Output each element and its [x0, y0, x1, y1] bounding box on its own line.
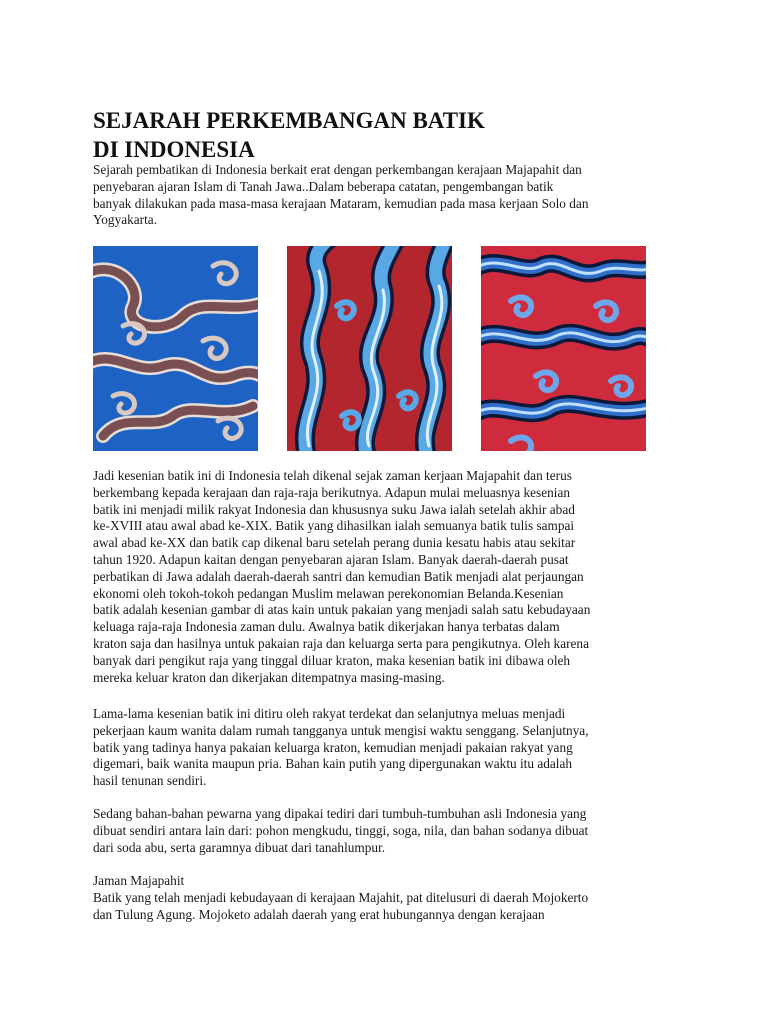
text-line: Lama-lama kesenian batik ini ditiru oleh rakyat terdekat dan selanjutnya meluas menjadi — [93, 706, 566, 721]
intro-paragraph — [93, 162, 678, 229]
title-line: SEJARAH PERKEMBANGAN BATIK — [93, 108, 485, 133]
text-line: Yogyakarta. — [93, 212, 158, 228]
text-line: Sejarah pembatikan di Indonesia berkait erat dengan perkembangan kerajaan Majapahit dan — [93, 162, 582, 177]
batik-pattern-1 — [93, 246, 258, 451]
text-line: tahun 1920. Adapun kaitan dengan penyebaran ajaran Islam. Banyak daerah-daerah pusat — [93, 551, 569, 567]
text-line: perbatikan di Jawa adalah daerah-daerah santri dan kemudian Batik menjadi alat perjaungan — [93, 568, 584, 584]
text-line: Sedang bahan-bahan pewarna yang dipakai tediri dari tumbuh-tumbuhan asli Indonesia yang — [93, 806, 587, 821]
text-line: dibuat sendiri antara lain dari: pohon mengkudu, tinggi, soga, nila, dan bahan sodanya dibuat — [93, 822, 589, 838]
title-line: DI INDONESIA — [93, 137, 255, 162]
text-line: batik ini menjadi milik rakyat Indonesia dan khususnya suku Jawa ialah setelah akhir abad — [93, 501, 575, 517]
text-line: digemari, baik wanita maupun pria. Bahan kain putih yang dipergunakan waktu itu adalah — [93, 756, 573, 772]
text-line: dan Tulung Agung. Mojoketo adalah daerah yang erat hubungannya dengan kerajaan — [93, 906, 545, 922]
section-heading: Jaman Majapahit — [93, 873, 185, 888]
text-line: awal abad ke-XX dan batik cap dikenal baru setelah perang dunia kesatu habis atau sekitar — [93, 535, 576, 551]
paragraph-1 — [93, 468, 678, 686]
batik-image-red-navy — [481, 246, 646, 451]
batik-image-red-blue — [287, 246, 452, 451]
text-line: keluaga raja-raja Indonesia zaman dulu. Awalnya batik dikerjakan hanya terbatas dalam — [93, 619, 560, 635]
text-line: kraton saja dan hasilnya untuk pakaian raja dan keluarga serta para pengikutnya. Oleh karena — [93, 635, 589, 651]
text-line: banyak dilakukan pada masa-masa kerajaan Mataram, kemudian pada masa kerjaan Solo dan — [93, 195, 589, 211]
text-line: pekerjaan kaum wanita dalam rumah tangganya untuk mengisi waktu senggang. Selanjutnya, — [93, 722, 589, 738]
paragraph-3 — [93, 806, 678, 856]
batik-image-blue-brown — [93, 246, 258, 451]
paragraph-4 — [93, 873, 678, 923]
text-line: batik adalah kesenian gambar di atas kain untuk pakaian yang menjadi salah satu kebudayaan — [93, 602, 591, 618]
paragraph-2 — [93, 706, 678, 790]
text-line: penyebaran ajaran Islam di Tanah Jawa..Dalam beberapa catatan, pengembangan batik — [93, 178, 554, 194]
batik-pattern-2 — [287, 246, 452, 451]
text-line: Jadi kesenian batik ini di Indonesia telah dikenal sejak zaman kerjaan Majapahit dan terus — [93, 468, 572, 483]
text-line: mereka keluar kraton dan dikerjakan ditempatnya masing-masing. — [93, 669, 445, 685]
document-title — [93, 106, 653, 164]
text-line: berkembang kepada kerajaan dan raja-raja berikutnya. Adapun mulai meluasnya kesenian — [93, 484, 571, 500]
text-line: batik yang tadinya hanya pakaian keluarga kraton, kemudian menjadi pakaian rakyat yang — [93, 739, 573, 755]
batik-pattern-3 — [481, 246, 646, 451]
text-line: dari soda abu, serta garamnya dibuat dari tanahlumpur. — [93, 839, 386, 855]
text-line: Batik yang telah menjadi kebudayaan di kerajaan Majahit, pat ditelusuri di daerah Mojokerto — [93, 889, 589, 905]
text-line: ekonomi oleh tokoh-tokoh pedangan Muslim melawan perekonomian Belanda.Kesenian — [93, 585, 564, 601]
text-line: banyak dari pengikut raja yang tinggal diluar kraton, maka kesenian batik ini dibawa oleh — [93, 652, 571, 668]
text-line: hasil tenunan sendiri. — [93, 773, 207, 789]
text-line: ke-XVIII atau awal abad ke-XIX. Batik yang dihasilkan ialah semuanya batik tulis sampai — [93, 518, 575, 534]
